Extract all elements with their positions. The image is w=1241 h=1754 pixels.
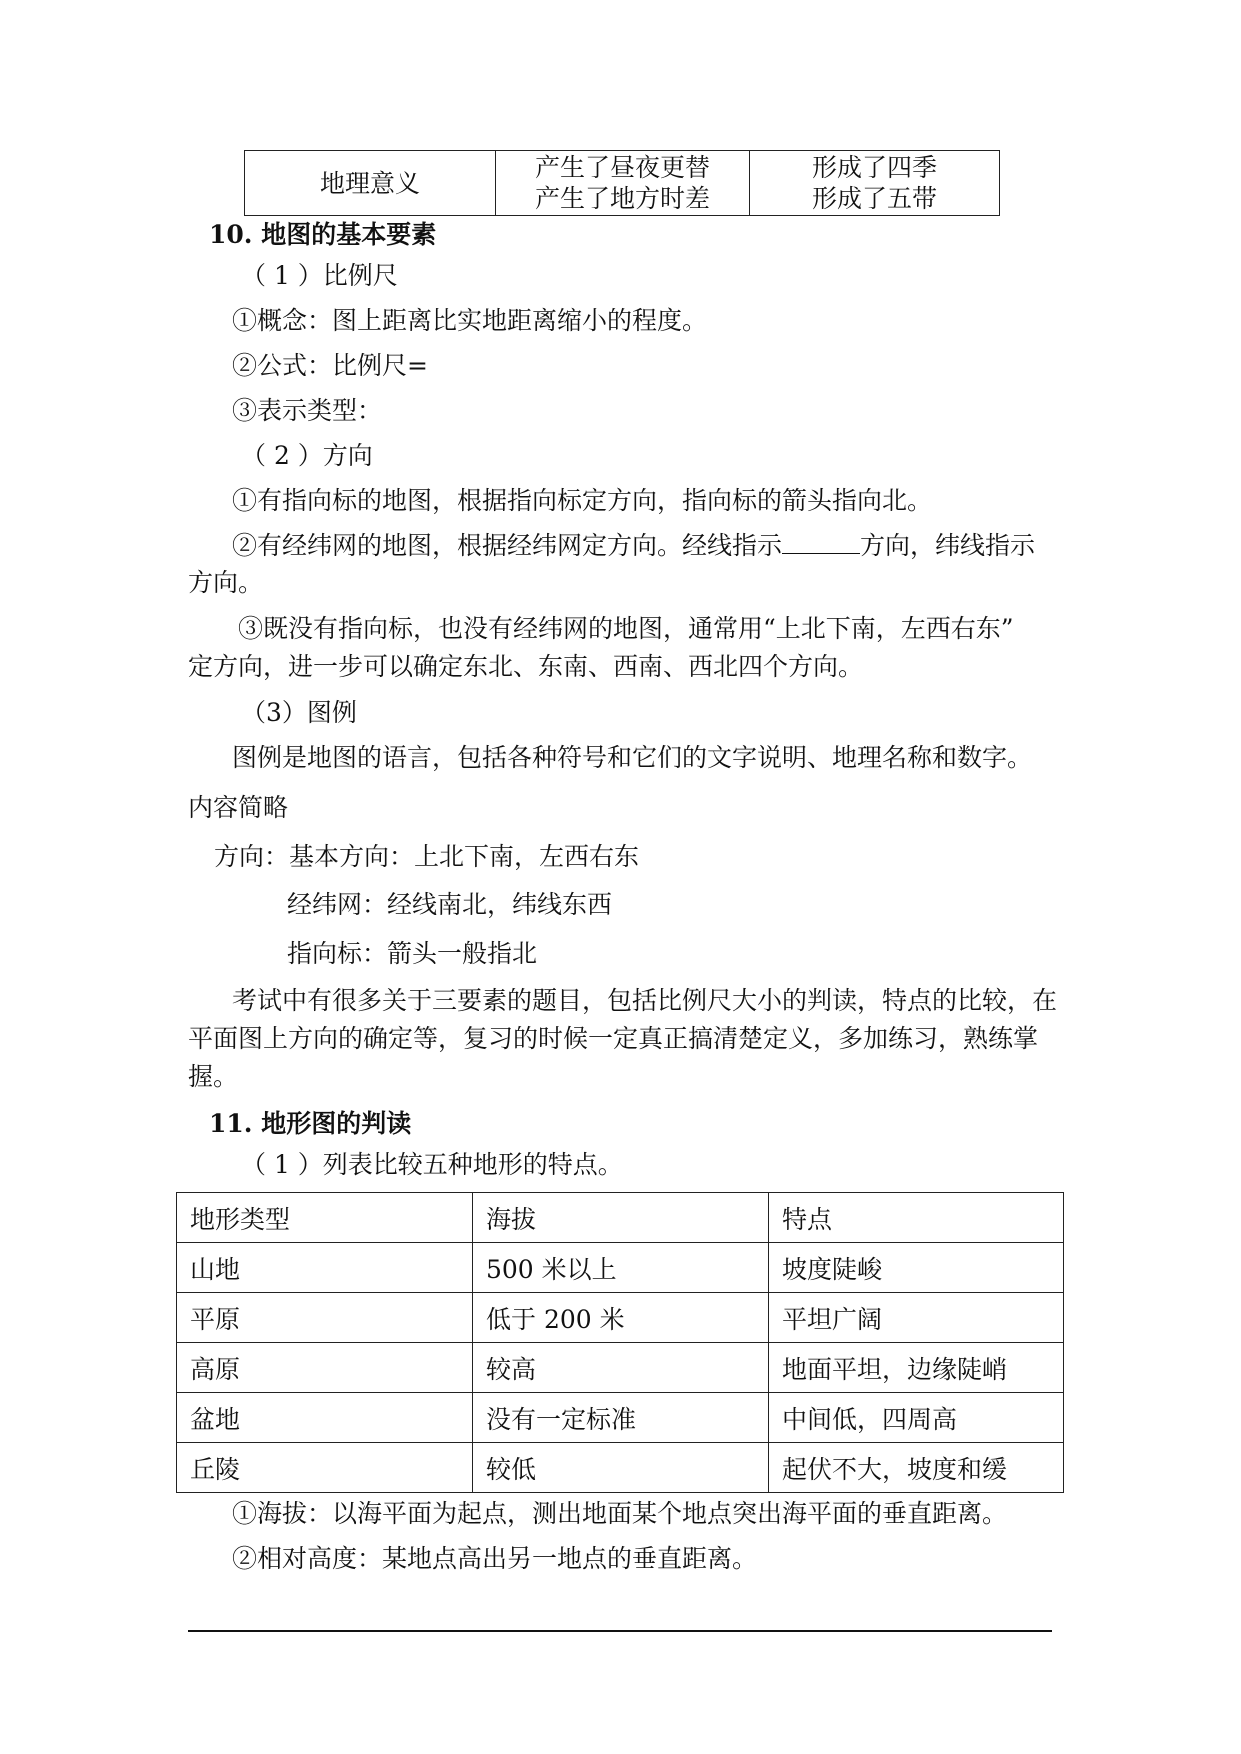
text-fragment: 方向，纬线指示	[860, 531, 1036, 560]
table-cell: 较低	[473, 1443, 769, 1493]
summary-line: 指向标：箭头一般指北	[287, 939, 538, 968]
relative-height-definition: ②相对高度：某地点高出另一地点的垂直距离。	[232, 1544, 758, 1573]
table-cell: 较高	[473, 1343, 769, 1393]
cell-line: 产生了地方时差	[534, 184, 710, 213]
summary-line: 经纬网：经线南北，纬线东西	[287, 890, 613, 919]
table-row	[177, 1243, 1064, 1293]
terrain-table	[176, 1192, 1064, 1493]
table-cell: 低于 200 米	[473, 1293, 769, 1343]
table-cell-revolution	[750, 151, 1000, 216]
scale-concept: ①概念：图上距离比实地距离缩小的程度。	[232, 306, 708, 335]
subsection-legend: （3）图例	[241, 698, 357, 727]
subsection-terrain-compare: （ 1 ）列表比较五种地形的特点。	[241, 1150, 623, 1179]
table-cell: 500 米以上	[473, 1243, 769, 1293]
table-header-row	[177, 1193, 1064, 1243]
footer-rule	[188, 1630, 1052, 1632]
direction-graticule-cont: 方向。	[188, 568, 264, 597]
table-cell: 平原	[177, 1293, 473, 1343]
table-row	[177, 1393, 1064, 1443]
table-cell: 坡度陡峻	[769, 1243, 1064, 1293]
text-fragment: ②有经纬网的地图，根据经纬网定方向。经线指示	[232, 531, 783, 560]
table-cell: 没有一定标准	[473, 1393, 769, 1443]
summary-paragraph-line3: 握。	[188, 1062, 239, 1091]
direction-graticule	[232, 529, 1035, 563]
geo-meaning-table	[244, 150, 1000, 216]
scale-types: ③表示类型：	[232, 396, 383, 425]
scale-formula: ②公式：比例尺=	[232, 351, 428, 380]
table-cell-rotation	[496, 151, 750, 216]
section-11-heading: 11. 地形图的判读	[209, 1109, 412, 1138]
table-cell: 山地	[177, 1243, 473, 1293]
section-10-heading: 10. 地图的基本要素	[209, 220, 437, 249]
table-cell-label: 地理意义	[245, 151, 496, 216]
cell-line: 产生了昼夜更替	[534, 153, 710, 182]
altitude-definition: ①海拔：以海平面为起点，测出地面某个地点突出海平面的垂直距离。	[232, 1499, 1008, 1528]
fill-blank	[782, 531, 860, 554]
table-row	[177, 1293, 1064, 1343]
subsection-direction: （ 2 ）方向	[241, 441, 373, 470]
table-row	[177, 1343, 1064, 1393]
table-cell: 丘陵	[177, 1443, 473, 1493]
table-row	[177, 1443, 1064, 1493]
table-cell: 中间低，四周高	[769, 1393, 1064, 1443]
table-header-cell: 特点	[769, 1193, 1064, 1243]
table-header-cell: 海拔	[473, 1193, 769, 1243]
cell-line: 形成了五带	[811, 184, 937, 213]
table-cell: 地面平坦，边缘陡峭	[769, 1343, 1064, 1393]
direction-compass: ①有指向标的地图，根据指向标定方向，指向标的箭头指向北。	[232, 486, 933, 515]
table-cell: 起伏不大，坡度和缓	[769, 1443, 1064, 1493]
summary-line: 方向：基本方向：上北下南，左西右东	[214, 842, 640, 871]
summary-title: 内容简略	[188, 793, 289, 822]
summary-paragraph-line1: 考试中有很多关于三要素的题目，包括比例尺大小的判读，特点的比较，在	[232, 986, 1058, 1015]
table-cell: 平坦广阔	[769, 1293, 1064, 1343]
subsection-scale: （ 1 ）比例尺	[241, 261, 398, 290]
table-header-cell: 地形类型	[177, 1193, 473, 1243]
table-cell: 盆地	[177, 1393, 473, 1443]
legend-description: 图例是地图的语言，包括各种符号和它们的文字说明、地理名称和数字。	[232, 743, 1033, 772]
direction-default-line2: 定方向，进一步可以确定东北、东南、西南、西北四个方向。	[188, 652, 864, 681]
table-cell: 高原	[177, 1343, 473, 1393]
summary-paragraph-line2: 平面图上方向的确定等，复习的时候一定真正搞清楚定义，多加练习，熟练掌	[188, 1024, 1039, 1053]
cell-line: 形成了四季	[811, 153, 937, 182]
direction-default-line1: ③既没有指向标，也没有经纬网的地图，通常用“上北下南，左西右东”	[238, 614, 1014, 643]
